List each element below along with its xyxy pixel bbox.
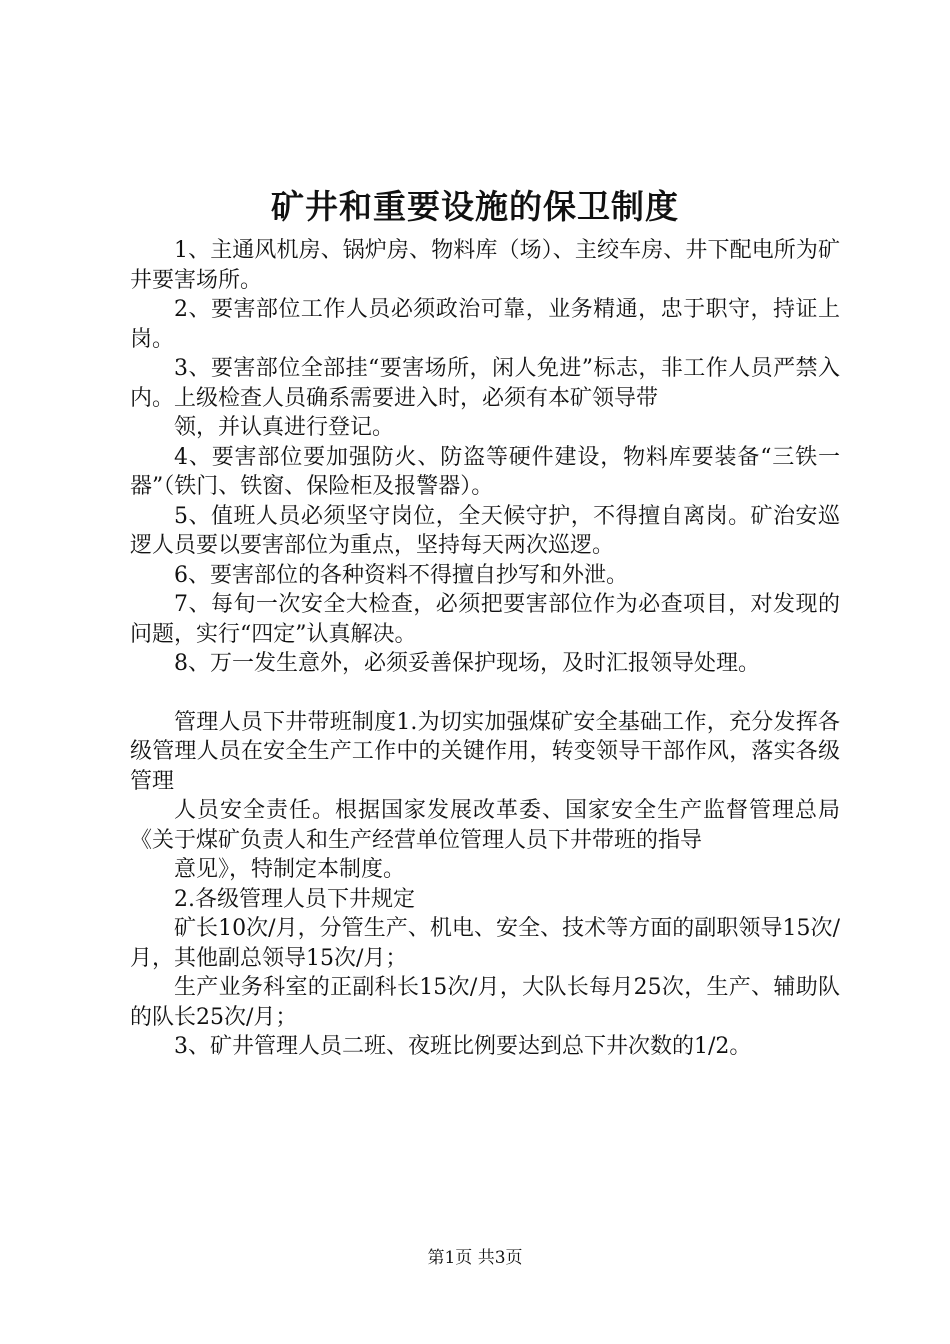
paragraph-2: 2、要害部位工作人员必须政治可靠，业务精通，忠于职守，持证上岗。: [130, 297, 840, 352]
document-body: [130, 236, 840, 1062]
paragraph-3-continued: 领，并认真进行登记。: [174, 415, 395, 440]
section-2-intro-end: 意见》，特制定本制度。: [174, 857, 406, 882]
document-title: 矿井和重要设施的保卫制度: [271, 187, 679, 226]
section-2-heading: 2.各级管理人员下井规定: [174, 886, 415, 912]
paragraph-8: 8、万一发生意外，必须妥善保护现场，及时汇报领导处理。: [174, 651, 760, 676]
paragraph-6: 6、要害部位的各种资料不得擅自抄写和外泄。: [174, 562, 628, 588]
paragraph-3: 3、要害部位全部挂“要害场所，闲人免进”标志，非工作人员严禁入内。上级检查人员确系需要进入时，必须有本矿领导带: [130, 356, 840, 411]
paragraph-5: 5、值班人员必须坚守岗位，全天候守护，不得擅自离岗。矿治安巡逻人员要以要害部位为重点，坚持每天两次巡逻。: [130, 503, 840, 558]
section-2-intro: 管理人员下井带班制度1.为切实加强煤矿安全基础工作，充分发挥各级管理人员在安全生产工作中的关键作用，转变领导干部作风，落实各级管理: [130, 709, 840, 794]
paragraph-4: 4、要害部位要加强防火、防盗等硬件建设，物料库要装备“三铁一器”（铁门、铁窗、保险柜及报警器）。: [130, 444, 840, 499]
section-2-intro-continued: 人员安全责任。根据国家发展改革委、国家安全生产监督管理总局《关于煤矿负责人和生产经营单位管理人员下井带班的指导: [130, 798, 840, 853]
rule-shift-ratio: 3、矿井管理人员二班、夜班比例要达到总下井次数的1/2。: [174, 1034, 752, 1059]
page-footer: 第1页 共3页: [427, 1248, 523, 1268]
paragraph-1: 1、主通风机房、锅炉房、物料库（场）、主绞车房、井下配电所为矿井要害场所。: [130, 238, 840, 293]
paragraph-7: 7、每旬一次安全大检查，必须把要害部位作为必查项目，对发现的问题，实行“四定”认真解决。: [130, 592, 840, 647]
rule-section-chiefs: 生产业务科室的正副科长15次/月，大队长每月25次，生产、辅助队的队长25次/月；: [130, 975, 840, 1030]
rule-mine-director: 矿长10次/月，分管生产、机电、安全、技术等方面的副职领导15次/月，其他副总领导15次/月；: [130, 916, 840, 971]
